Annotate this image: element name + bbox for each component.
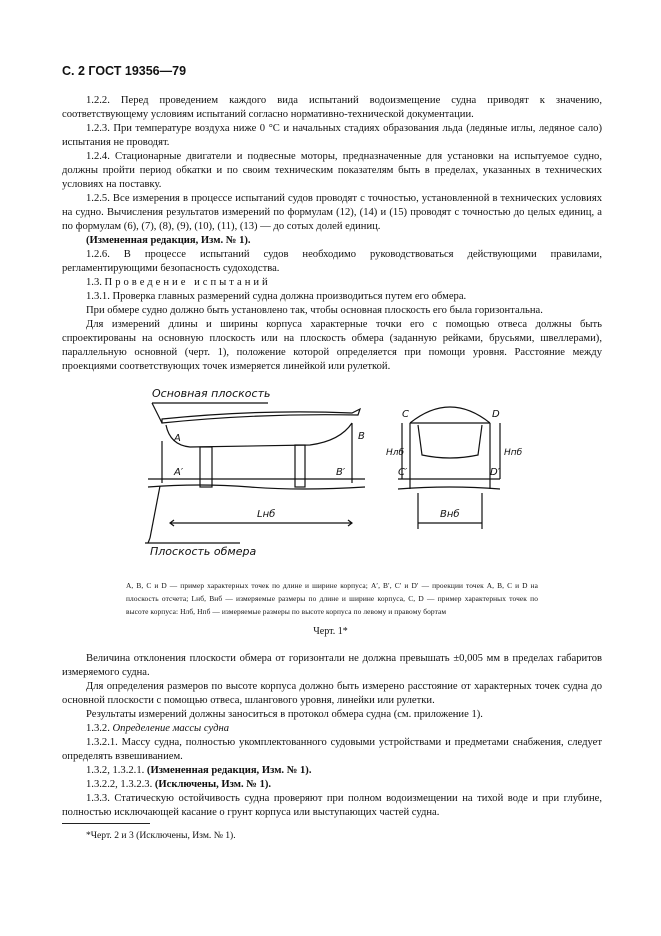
amendment-note-2: [62, 764, 602, 778]
dim-l-label: Lнб: [257, 509, 276, 520]
label-measure-plane: Плоскость обмера: [150, 545, 257, 558]
footnote-divider: [62, 823, 150, 824]
point-a-label: A: [174, 433, 181, 444]
section-title: Проведение испытаний: [104, 277, 271, 288]
figure-1-drawing: [140, 383, 540, 558]
subsection-number: 1.3.2.: [86, 723, 110, 734]
footnote: *Черт. 2 и 3 (Исключены, Изм. № 1).: [86, 830, 236, 841]
figure-caption: A, B, C и D — пример характерных точек по длине и ширине корпуса; A′, B′, C′ и D′ — проекции точек A, B, C и D на плоскость отсчета; Lнб, Bнб — измеряемые размеры по длине и ширине корпуса, C, D — пример характерных точек по высоте корпуса: Hлб, Hпб — измеряемые размеры по высоте корпуса по левому и правому бортам: [126, 581, 538, 616]
para-1-3-2-1: 1.3.2.1. Массу судна, полностью укомплектованного судовыми устройствами и предметами снабжения, следует определять взвешиванием.: [62, 737, 602, 762]
para-1-2-3: 1.2.3. При температуре воздуха ниже 0 °С и начальных стадиях образования льда (ледяные иглы, ледяное сало) испытания не проводят.: [62, 123, 602, 148]
subsection-title: Определение массы судна: [112, 723, 230, 734]
section-1-3-2-heading: [62, 722, 602, 736]
point-d-prime-label: D′: [490, 467, 500, 478]
amendment-note-3: [62, 778, 602, 792]
section-number: 1.3.: [86, 277, 102, 288]
dim-h-left-label: Hлб: [386, 448, 405, 458]
para-1-3-1-c: Для измерений длины и ширины корпуса характерные точки его с помощью отвеса должны быть спроектированы на основную плоскость или на плоскость обмера (заданную рейками, брусьями, швеллерами), параллельную основной (черт. 1), положение которой определяется при помощи уровня. Расстояние между проекциями соответствующих точек измеряется линейкой или рулеткой.: [62, 319, 602, 372]
ref-1-3-2: 1.3.2, 1.3.2.1.: [86, 765, 145, 776]
body-text-top: [62, 94, 602, 374]
para-1-2-6: 1.2.6. В процессе испытаний судов необходимо руководствоваться действующими правилами, регламентирующими безопасность судоходства.: [62, 249, 602, 274]
point-b-prime-label: B′: [336, 467, 346, 478]
para-deviation: Величина отклонения плоскости обмера от горизонтали не должна превышать ±0,005 мм в пределах габаритов измеряемого судна.: [62, 653, 602, 678]
page-header: С. 2 ГОСТ 19356—79: [62, 64, 187, 78]
point-a-prime-label: A′: [174, 467, 184, 478]
para-1-2-2: 1.2.2. Перед проведением каждого вида испытаний водоизмещение судна приводят к значению, соответствующему условиям испытаний согласно нормативно-технической документации.: [62, 95, 602, 120]
label-base-plane: Основная плоскость: [152, 387, 271, 400]
para-1-2-4: 1.2.4. Стационарные двигатели и подвесные моторы, предназначенные для установки на испытуемое судно, должны пройти период обкатки и по своим техническим показателям быть в пределах, указанных в технических условиях на поставку.: [62, 151, 602, 190]
para-results: Результаты измерений должны заноситься в протокол обмера судна (см. приложение 1).: [86, 709, 483, 720]
figure-title: Черт. 1*: [313, 626, 348, 637]
para-1-3-3: 1.3.3. Статическую остойчивость судна проверяют при полном водоизмещении на тихой воде и при глубине, полностью исключающей касание о грунт корпуса или выступающих частей судна.: [62, 793, 602, 818]
para-1-3-1: 1.3.1. Проверка главных размерений судна должна производиться путем его обмера.: [86, 291, 467, 302]
ref-1-3-2-2: 1.3.2.2, 1.3.2.3.: [86, 779, 153, 790]
para-1-2-5: 1.2.5. Все измерения в процессе испытаний судов проводят с точностью, установленной в технических условиях на судно. Вычисления результатов измерений по формулам (12), (14) и (15) проводят с точностью до целых единиц, а по формулам (6), (7), (8), (9), (10), (11), (13) — до сотых долей единиц.: [62, 193, 602, 232]
amendment-text-2: (Измененная редакция, Изм. № 1).: [146, 765, 312, 776]
point-d-label: D: [492, 409, 500, 420]
amendment-text-3: (Исключены, Изм. № 1).: [154, 779, 272, 790]
section-1-3-heading: [62, 276, 602, 290]
dim-b-label: Bнб: [440, 509, 460, 520]
amendment-note-1: (Измененная редакция, Изм. № 1).: [86, 235, 251, 246]
point-b-label: B: [358, 431, 365, 442]
point-c-prime-label: C′: [398, 467, 408, 478]
para-height: Для определения размеров по высоте корпуса должно быть измерено расстояние от характерных точек судна до основной плоскости с помощью отвеса, шлангового уровня, линейки или рулетки.: [62, 681, 602, 706]
point-c-label: C: [402, 409, 409, 420]
body-text-bottom: [62, 652, 602, 820]
dim-h-right-label: Hпб: [504, 448, 523, 458]
para-1-3-1-b: При обмере судно должно быть установлено так, чтобы основная плоскость его была горизонтальна.: [86, 305, 543, 316]
